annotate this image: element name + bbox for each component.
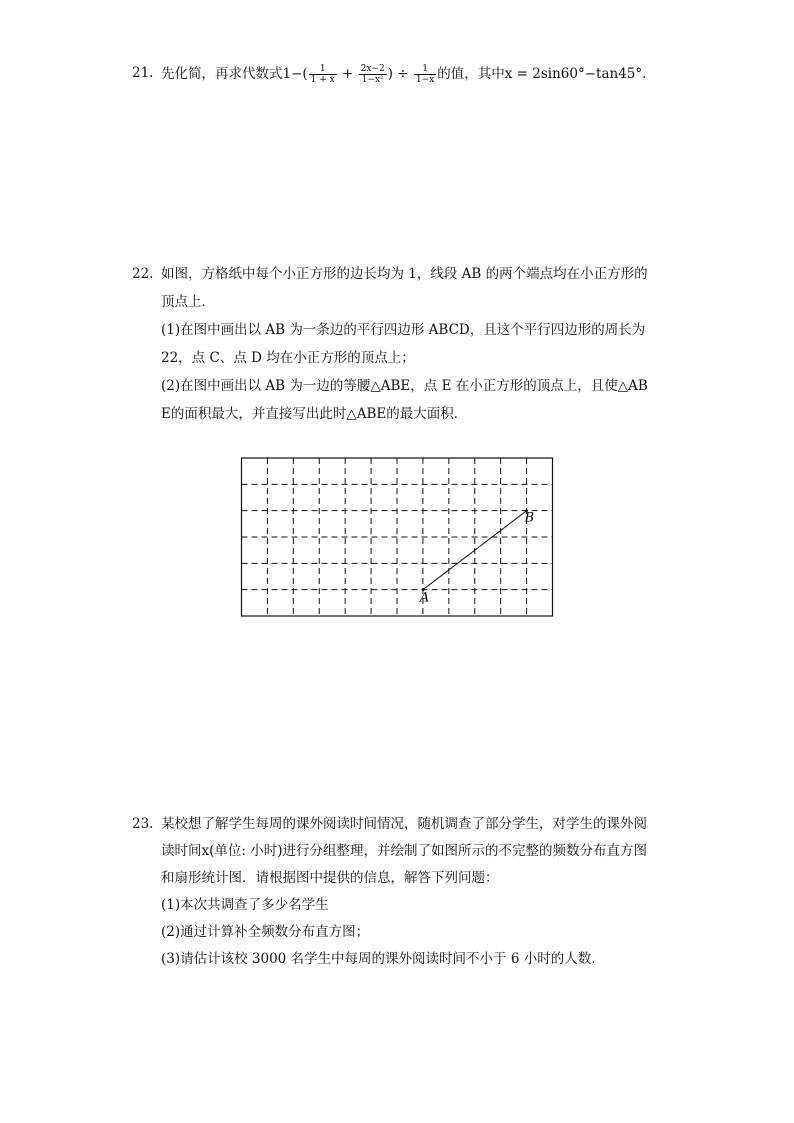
q23-line-6: (3)请估计该校 3000 名学生中每周的课外阅读时间不小于 6 小时的人数． <box>161 951 605 967</box>
q23-number: 23. <box>132 816 154 832</box>
q22-line-6: E的面积最大，并直接写出此时△ABE的最大面积． <box>161 406 468 422</box>
q21-frac1: $\frac{1}{1 + x}$ <box>310 64 335 85</box>
q21-div: ) ÷ <box>387 66 413 82</box>
q21-text <box>161 64 646 85</box>
grid-lines <box>242 458 553 616</box>
q23-line-3: 和扇形统计图．请根据图中提供的信息，解答下列问题： <box>161 870 499 886</box>
label-a: A <box>419 590 430 606</box>
q21-number: 21. <box>132 65 154 81</box>
q23-line-4: (1)本次共调查了多少名学生 <box>161 897 329 913</box>
q23-line-1: 某校想了解学生每周的课外阅读时间情况，随机调查了部分学生，对学生的课外阅 <box>161 816 647 832</box>
grid-figure <box>240 457 554 617</box>
q22-line-1: 如图，方格纸中每个小正方形的边长均为 1，线段 AB 的两个端点均在小正方形的 <box>161 266 648 282</box>
q22-line-5: (2)在图中画出以 AB 为一边的等腰△ABE，点 E 在小正方形的顶点上，且使△AB <box>161 378 648 394</box>
label-b: B <box>524 510 535 526</box>
q21-text-after: 的值，其中x = 2sin60°−tan45°. <box>437 66 647 82</box>
q21-text-before: 先化简，再求代数式1−( <box>161 66 308 82</box>
q21-frac2: $\frac{2x-2}{\text{1−x²}}$ <box>360 64 385 85</box>
q22-line-2: 顶点上． <box>161 294 215 310</box>
q22-line-3: (1)在图中画出以 AB 为一条边的平行四边形 ABCD，且这个平行四边形的周长为 <box>161 322 646 338</box>
q22-number: 22. <box>132 266 154 282</box>
q23-line-2: 读时间x(单位: 小时)进行分组整理，并绘制了如图所示的不完整的频数分布直方图 <box>161 843 647 859</box>
q21-plus: + <box>337 66 358 82</box>
q21-frac3: $\frac{1}{1-x}$ <box>415 64 435 85</box>
q23-line-5: (2)通过计算补全频数分布直方图； <box>161 924 370 940</box>
q22-line-4: 22，点 C、点 D 均在小正方形的顶点上； <box>161 350 415 366</box>
